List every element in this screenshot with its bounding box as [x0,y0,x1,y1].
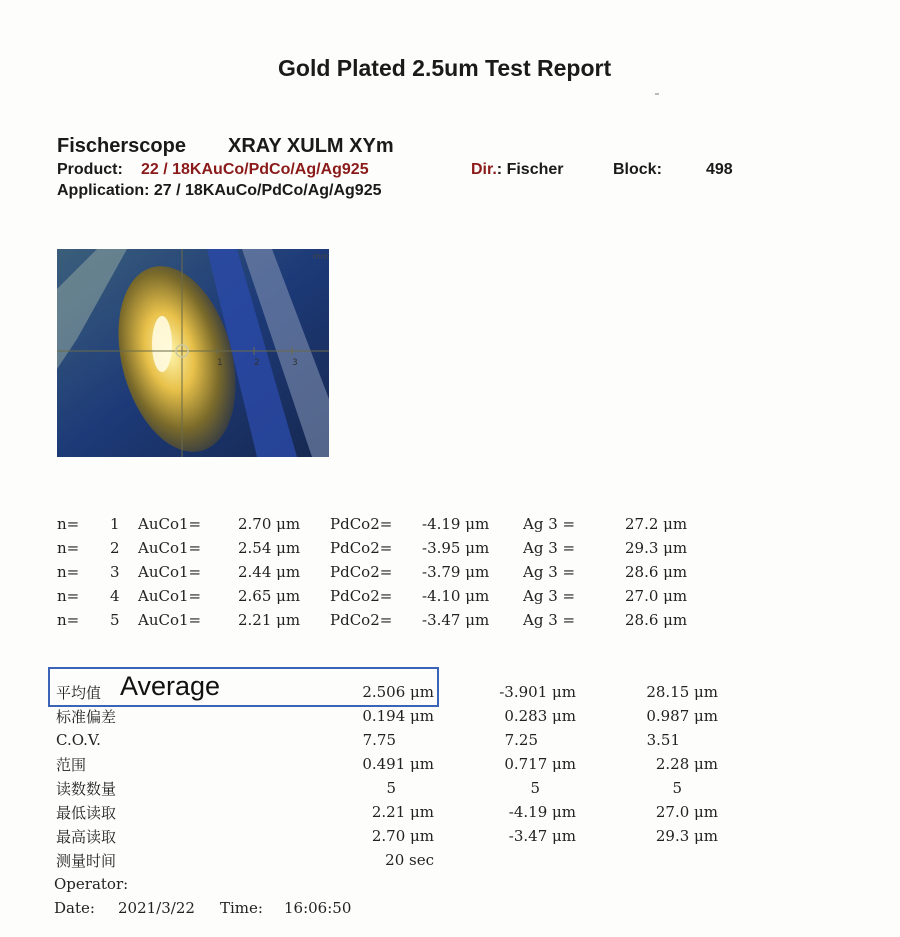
instrument-name: Fischerscope [57,135,186,157]
time-label: Time: [220,899,263,917]
n-label: n= [57,515,80,533]
stat-mean-ag: 28.15 μm [646,683,718,701]
ag-value: 27.0 μm [625,587,688,605]
pdco-label: PdCo2= [330,587,393,605]
instrument-model: XRAY XULM XYm [228,135,394,157]
n-index: 2 [110,539,120,557]
stat-stddev-auco: 0.194 μm [362,707,434,725]
ag-value: 29.3 μm [625,539,688,557]
stat-stddev-ag: 0.987 μm [646,707,718,725]
stat-count-pdco: 5 [530,779,540,797]
scale-tick-3: 3 [292,358,298,368]
stat-mean-pdco: -3.901 μm [499,683,576,701]
pdco-label: PdCo2= [330,515,393,533]
microscope-image [57,249,329,457]
speck [655,93,659,95]
auco-label: AuCo1= [138,539,202,557]
pdco-label: PdCo2= [330,611,393,629]
microscope-photo [57,249,329,457]
stat-label-max: 最高读取 [56,828,117,846]
pdco-value: -3.95 μm [422,539,490,557]
pdco-value: -3.79 μm [422,563,490,581]
stat-min-auco: 2.21 μm [371,803,434,821]
n-index: 5 [110,611,120,629]
ag-value: 28.6 μm [625,611,688,629]
stat-count-auco: 5 [386,779,396,797]
n-index: 3 [110,563,120,581]
average-annotation: Average [120,671,221,701]
stat-mean-auco: 2.506 μm [362,683,434,701]
stat-max-auco: 2.70 μm [371,827,434,845]
n-label: n= [57,563,80,581]
n-label: n= [57,611,80,629]
auco-value: 2.44 μm [238,563,301,581]
time-value: 16:06:50 [284,899,352,917]
stat-time-value: 20 sec [385,851,434,869]
pdco-value: -3.47 μm [422,611,490,629]
block-value: 498 [706,161,733,178]
pdco-value: -4.19 μm [422,515,490,533]
dir-field [471,161,563,179]
application-field [57,182,382,200]
stat-label-cov: C.O.V. [56,731,101,749]
operator-label: Operator: [54,875,129,893]
auco-value: 2.21 μm [238,611,301,629]
n-index: 1 [110,515,120,533]
stat-label-min: 最低读取 [56,804,117,822]
dir-value: : Fischer [496,161,564,178]
auco-value: 2.70 μm [238,515,301,533]
stat-min-ag: 27.0 μm [655,803,718,821]
stat-stddev-pdco: 0.283 μm [504,707,576,725]
scale-tick-1: 1 [217,358,223,368]
ag-label: Ag 3 = [523,611,576,629]
stat-min-pdco: -4.19 μm [508,803,576,821]
scale-unit: mm [313,252,329,261]
stat-max-pdco: -3.47 μm [508,827,576,845]
pdco-value: -4.10 μm [422,587,490,605]
date-label: Date: [54,899,95,917]
dir-label: Dir. [471,161,497,178]
ag-label: Ag 3 = [523,587,576,605]
stat-label-range: 范围 [56,756,87,774]
stat-cov-ag: 3.51 [646,731,680,749]
auco-label: AuCo1= [138,587,202,605]
report-title: Gold Plated 2.5um Test Report [278,55,612,81]
auco-label: AuCo1= [138,515,202,533]
ag-label: Ag 3 = [523,563,576,581]
auco-label: AuCo1= [138,563,202,581]
stat-range-auco: 0.491 μm [362,755,434,773]
ag-label: Ag 3 = [523,515,576,533]
application-value: 27 / 18KAuCo/PdCo/Ag/Ag925 [153,182,382,199]
auco-value: 2.65 μm [238,587,301,605]
ag-label: Ag 3 = [523,539,576,557]
application-label: Application: [57,182,150,199]
stat-cov-auco: 7.75 [362,731,396,749]
stat-label-count: 读数数量 [56,780,117,798]
ag-value: 28.6 μm [625,563,688,581]
block-label: Block: [613,161,662,178]
stat-cov-pdco: 7.25 [504,731,538,749]
pdco-label: PdCo2= [330,539,393,557]
scale-tick-2: 2 [254,358,260,368]
auco-value: 2.54 μm [238,539,301,557]
product-label: Product: [57,161,123,178]
n-label: n= [57,539,80,557]
pdco-label: PdCo2= [330,563,393,581]
stat-label-stddev: 标准偏差 [56,708,117,726]
stat-label-time: 测量时间 [56,852,117,870]
stat-range-pdco: 0.717 μm [504,755,576,773]
ag-value: 27.2 μm [625,515,688,533]
n-index: 4 [110,587,120,605]
stat-max-ag: 29.3 μm [655,827,718,845]
stat-range-ag: 2.28 μm [655,755,718,773]
stat-label-mean: 平均值 [56,684,102,702]
n-label: n= [57,587,80,605]
date-value: 2021/3/22 [118,899,195,917]
product-value: 22 / 18KAuCo/PdCo/Ag/Ag925 [141,161,369,178]
stat-count-ag: 5 [672,779,682,797]
auco-label: AuCo1= [138,611,202,629]
